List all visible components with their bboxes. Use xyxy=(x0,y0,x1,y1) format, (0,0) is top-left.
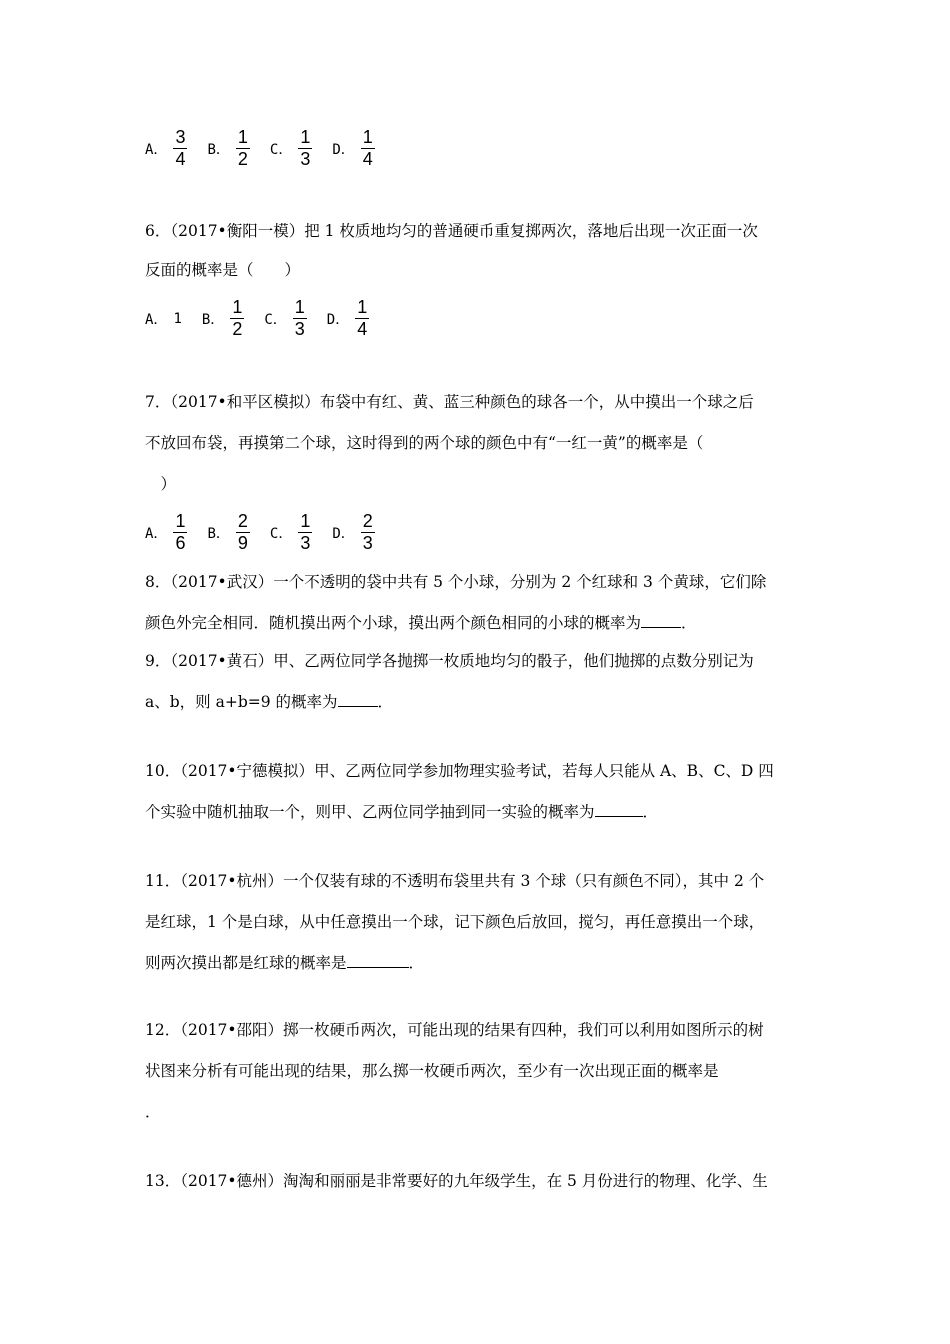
q11-line-3: 则两次摸出都是红球的概率是 ． xyxy=(145,954,425,972)
q12-line-2: 状图来分析有可能出现的结果，那么掷一枚硬币两次，至少有一次出现正面的概率是 xyxy=(145,1062,719,1080)
q8-line-2: 颜色外完全相同．随机摸出两个小球，摸出两个颜色相同的小球的概率为 ． xyxy=(145,614,697,632)
q11-line-1: 11．（2017•杭州）一个仅装有球的不透明布袋里共有 3 个球（只有颜色不同），其中 2 个 xyxy=(145,872,765,890)
q6-line-2: 反面的概率是（ ） xyxy=(145,261,301,279)
fraction: $\frac{1}{4}$ xyxy=(362,127,373,169)
q5-options xyxy=(145,128,395,169)
q9-line-1: 9．（2017•黄石）甲、乙两位同学各抛掷一枚质地均匀的骰子，他们抛掷的点数分别记为 xyxy=(145,652,754,670)
fraction: $\frac{1}{2}$ xyxy=(237,127,248,169)
q6-option-d[interactable]: D． $\frac{1}{4}$ xyxy=(326,297,368,339)
q5-option-c[interactable]: C． $\frac{1}{3}$ xyxy=(269,127,311,169)
q7-option-a[interactable]: A． $\frac{1}{6}$ xyxy=(145,511,186,553)
q12-line-3: ． xyxy=(145,1103,161,1121)
fraction: $\frac{1}{2}$ xyxy=(232,297,243,339)
q13-line-1: 13．（2017•德州）淘淘和丽丽是非常要好的九年级学生，在 5 月份进行的物理、化学、生 xyxy=(145,1172,768,1190)
q6-option-c[interactable]: C． $\frac{1}{3}$ xyxy=(264,297,305,339)
q11-line-2: 是红球，1 个是白球，从中任意摸出一个球，记下颜色后放回，搅匀，再任意摸出一个球， xyxy=(145,913,765,931)
answer-blank[interactable] xyxy=(338,692,378,707)
q10-line-1: 10．（2017•宁德模拟）甲、乙两位同学参加物理实验考试，若每人只能从 A、B、C、D 四 xyxy=(145,762,774,780)
answer-blank[interactable] xyxy=(641,613,681,628)
q5-option-d[interactable]: D． $\frac{1}{4}$ xyxy=(332,127,373,169)
q9-line-2: a、b，则 a+b=9 的概率为 ． xyxy=(145,693,394,711)
q7-option-c[interactable]: C． $\frac{1}{3}$ xyxy=(269,511,311,553)
q12-line-1: 12．（2017•邵阳）掷一枚硬币两次，可能出现的结果有四种，我们可以利用如图所示的树 xyxy=(145,1021,764,1039)
q7-option-b[interactable]: B． $\frac{2}{9}$ xyxy=(207,511,248,553)
q10-line-2: 个实验中随机抽取一个，则甲、乙两位同学抽到同一实验的概率为 ． xyxy=(145,803,659,821)
answer-blank[interactable] xyxy=(595,802,643,817)
q7-line-1: 7．（2017•和平区模拟）布袋中有红、黄、蓝三种颜色的球各一个，从中摸出一个球之后 xyxy=(145,393,754,411)
q6-option-b[interactable]: B． $\frac{1}{2}$ xyxy=(201,297,243,339)
fraction: $\frac{1}{3}$ xyxy=(294,297,305,339)
q7-line-2: 不放回布袋，再摸第二个球，这时得到的两个球的颜色中有“一红一黄”的概率是（ xyxy=(145,434,704,452)
q7-line-3: ） xyxy=(145,475,177,493)
fraction: $\frac{2}{3}$ xyxy=(362,511,373,553)
q5-option-b[interactable]: B． $\frac{1}{2}$ xyxy=(207,127,248,169)
fraction: $\frac{1}{4}$ xyxy=(357,297,368,339)
answer-blank[interactable] xyxy=(347,953,409,968)
q8-line-1: 8．（2017•武汉）一个不透明的袋中共有 5 个小球，分别为 2 个红球和 3 个黄球，它们除 xyxy=(145,573,767,591)
fraction: $\frac{2}{9}$ xyxy=(237,511,248,553)
fraction: $\frac{1}{3}$ xyxy=(300,511,311,553)
q6-options xyxy=(145,298,389,339)
q5-option-a[interactable]: A． $\frac{3}{4}$ xyxy=(145,127,186,169)
q7-option-d[interactable]: D． $\frac{2}{3}$ xyxy=(332,511,373,553)
fraction: $\frac{1}{3}$ xyxy=(300,127,311,169)
fraction: $\frac{3}{4}$ xyxy=(175,127,186,169)
fraction: $\frac{1}{6}$ xyxy=(175,511,186,553)
q6-option-a[interactable]: A． 1 xyxy=(145,310,182,328)
q7-options xyxy=(145,512,395,553)
q6-line-1: 6．（2017•衡阳一模）把 1 枚质地均匀的普通硬币重复掷两次，落地后出现一次正面一次 xyxy=(145,222,758,240)
